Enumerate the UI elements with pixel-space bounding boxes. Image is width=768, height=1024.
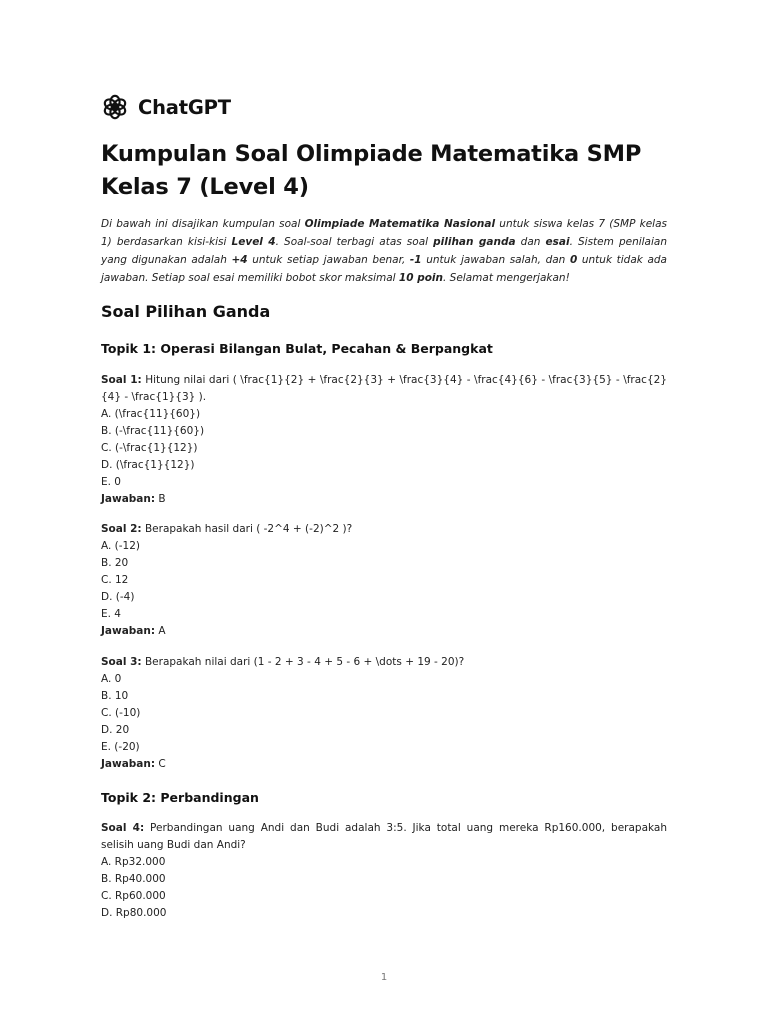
answer-line: Jawaban: A bbox=[101, 625, 166, 637]
option: B. (-\frac{11}{60}) bbox=[101, 425, 205, 437]
option: C. (-10) bbox=[101, 707, 141, 719]
question-2 bbox=[101, 521, 667, 640]
intro-paragraph: Di bawah ini disajikan kumpulan soal Olimpiade Matematika Nasional untuk siswa kelas 7 (SMP kelas 1) berdasarkan kisi-kisi Level 4. Soal-soal terbagi atas soal pilihan ganda dan esai. Sistem penilaian yang digunakan adalah +4 untuk setiap jawaban benar, -1 untuk jawaban salah, dan 0 untuk tidak ada jawaban. Setiap soal esai memiliki bobot skor maksimal 10 poin. Selamat mengerjakan! bbox=[101, 218, 667, 284]
question-text: Soal 1: Hitung nilai dari ( \frac{1}{2} + \frac{2}{3} + \frac{3}{4} - \frac{4}{6} - \frac{3}{5} - \frac{2}{4} - \frac{1}{3} ). bbox=[101, 374, 667, 403]
option: C. Rp60.000 bbox=[101, 890, 166, 902]
option: B. 20 bbox=[101, 557, 129, 569]
question-1 bbox=[101, 372, 667, 508]
answer-line: Jawaban: B bbox=[101, 493, 166, 505]
option: E. 0 bbox=[101, 476, 121, 488]
answer-line: Jawaban: C bbox=[101, 758, 166, 770]
option: B. Rp40.000 bbox=[101, 873, 166, 885]
brand-header bbox=[101, 93, 231, 121]
option: B. 10 bbox=[101, 690, 129, 702]
brand-name: ChatGPT bbox=[138, 95, 231, 119]
openai-logo-icon bbox=[101, 93, 129, 121]
option: C. 12 bbox=[101, 574, 129, 586]
option: D. Rp80.000 bbox=[101, 907, 167, 919]
option: D. (-4) bbox=[101, 591, 135, 603]
option: A. Rp32.000 bbox=[101, 856, 166, 868]
topic-heading: Topik 2: Perbandingan bbox=[101, 790, 259, 805]
question-text: Soal 3: Berapakah nilai dari (1 - 2 + 3 - 4 + 5 - 6 + \dots + 19 - 20)? bbox=[101, 656, 465, 668]
question-text: Soal 4: Perbandingan uang Andi dan Budi adalah 3:5. Jika total uang mereka Rp160.000, berapakah selisih uang Budi dan Andi? bbox=[101, 822, 667, 851]
option: D. 20 bbox=[101, 724, 130, 736]
option: A. (-12) bbox=[101, 540, 141, 552]
option: E. 4 bbox=[101, 608, 121, 620]
option: A. (\frac{11}{60}) bbox=[101, 408, 201, 420]
document-title: Kumpulan Soal Olimpiade Matematika SMP Kelas 7 (Level 4) bbox=[101, 141, 642, 200]
question-text: Soal 2: Berapakah hasil dari ( -2^4 + (-2)^2 )? bbox=[101, 523, 353, 535]
option: E. (-20) bbox=[101, 741, 140, 753]
question-4 bbox=[101, 820, 667, 922]
question-3 bbox=[101, 654, 667, 773]
option: D. (\frac{1}{12}) bbox=[101, 459, 195, 471]
topic-heading: Topik 1: Operasi Bilangan Bulat, Pecahan & Berpangkat bbox=[101, 341, 493, 356]
option: A. 0 bbox=[101, 673, 122, 685]
page-number: 1 bbox=[380, 972, 388, 983]
section-heading: Soal Pilihan Ganda bbox=[101, 302, 271, 321]
option: C. (-\frac{1}{12}) bbox=[101, 442, 198, 454]
